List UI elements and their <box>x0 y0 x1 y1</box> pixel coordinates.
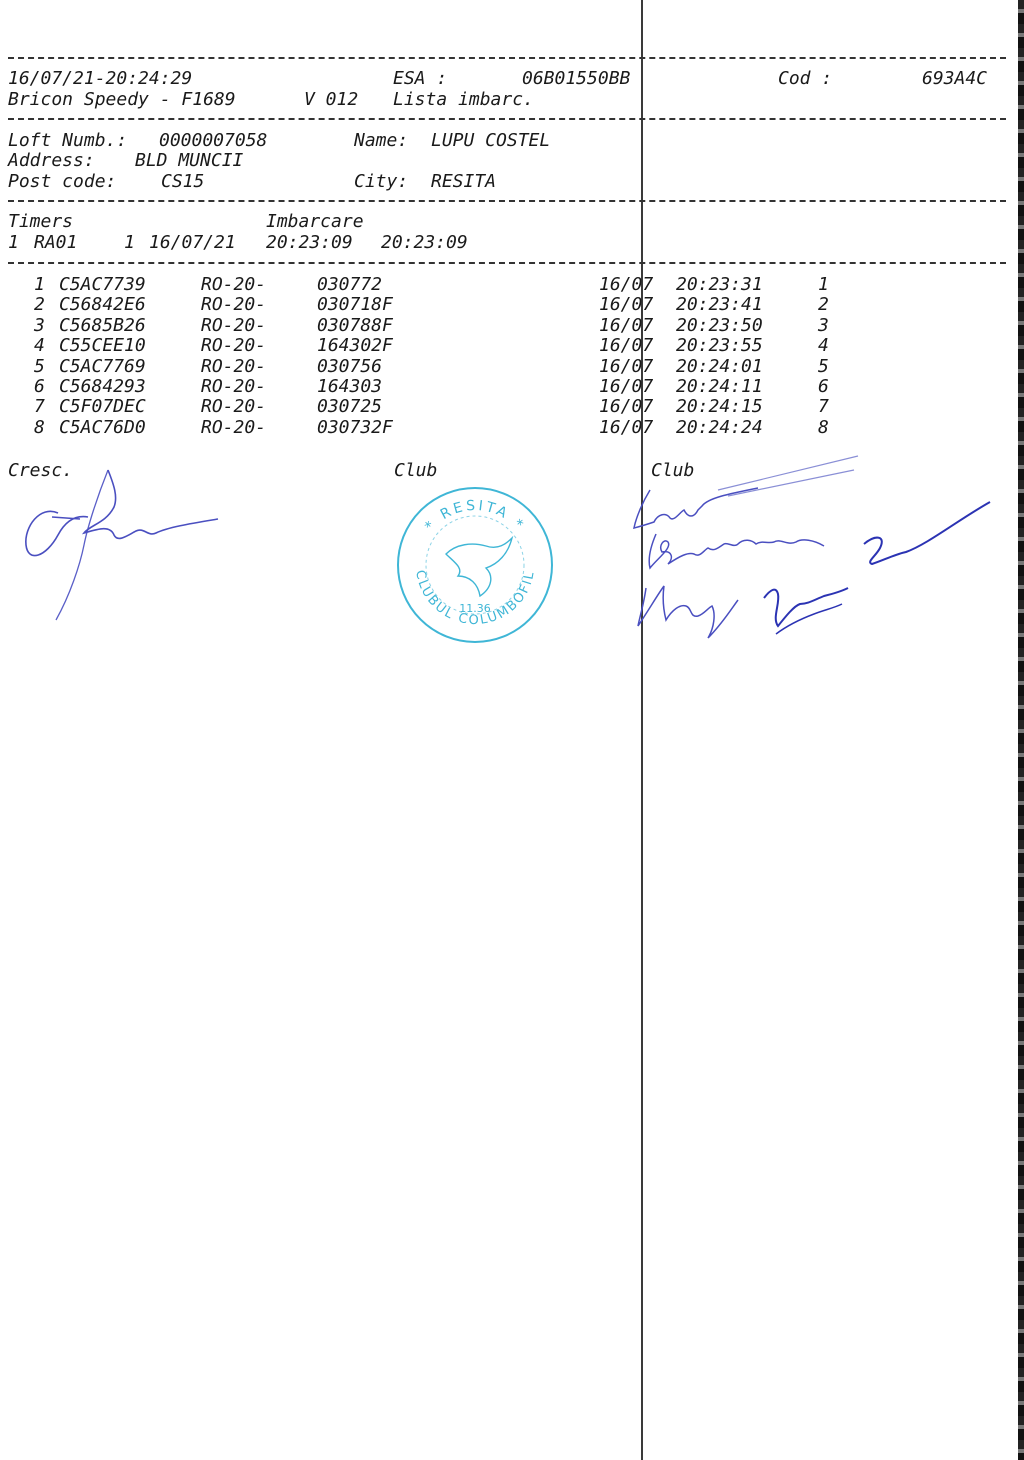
entry-row <box>0 356 1024 377</box>
club-stamp <box>394 484 556 646</box>
city-value: RESITA <box>431 171 497 192</box>
esa-label: ESA : <box>393 68 448 89</box>
city-label: City: <box>354 171 409 192</box>
entry-number: 3 <box>34 314 45 336</box>
entry-time: 20:23:50 <box>676 314 763 336</box>
entry-ring-number: 030725 <box>317 396 383 418</box>
entry-ring-number: 030772 <box>317 274 383 295</box>
entry-rank: 4 <box>818 335 829 357</box>
scan-edge <box>1018 0 1024 1460</box>
entry-chip-id: C5685B26 <box>59 314 146 336</box>
entry-rank: 5 <box>818 355 829 377</box>
entry-date: 16/07 <box>599 396 654 418</box>
entry-rank: 2 <box>818 294 829 316</box>
divider <box>8 57 1006 59</box>
entry-row <box>0 396 1024 417</box>
entry-row <box>0 376 1024 397</box>
divider <box>8 262 1006 264</box>
entry-chip-id: C5AC7739 <box>59 274 146 295</box>
stamp-text-bottom: CLUBUL COLUMBOFIL <box>412 568 538 629</box>
entry-country-code: RO-20- <box>201 274 267 295</box>
entry-row <box>0 335 1024 356</box>
entry-number: 7 <box>34 396 45 418</box>
device-version: V 012 <box>304 89 359 110</box>
entry-number: 5 <box>34 355 45 377</box>
loft-number: 0000007058 <box>159 130 268 151</box>
timer-id: 1 <box>8 232 19 253</box>
entry-date: 16/07 <box>599 335 654 357</box>
timer-date: 16/07/21 <box>149 232 236 253</box>
entry-country-code: RO-20- <box>201 314 267 336</box>
entry-chip-id: C56842E6 <box>59 294 146 316</box>
cod-value: 693A4C <box>922 68 988 89</box>
entry-chip-id: C5F07DEC <box>59 396 146 418</box>
entry-ring-number: 030788F <box>317 314 393 336</box>
entry-time: 20:23:41 <box>676 294 763 316</box>
imbarcare-header: Imbarcare <box>266 211 364 232</box>
entry-number: 8 <box>34 416 45 438</box>
timer-code: RA01 <box>34 232 78 253</box>
entry-row <box>0 315 1024 336</box>
fancier-name: LUPU COSTEL <box>431 130 551 151</box>
entry-date: 16/07 <box>599 314 654 336</box>
cresc-label: Cresc. <box>8 460 74 481</box>
entry-country-code: RO-20- <box>201 294 267 316</box>
entry-ring-number: 030718F <box>317 294 393 316</box>
entry-country-code: RO-20- <box>201 355 267 377</box>
entry-date: 16/07 <box>599 294 654 316</box>
address-value: BLD MUNCII <box>135 150 244 171</box>
divider <box>8 118 1006 120</box>
stamp-text-top: * RESITA * <box>422 497 528 535</box>
entry-time: 20:24:24 <box>676 416 763 438</box>
entry-ring-number: 030756 <box>317 355 383 377</box>
entry-chip-id: C55CEE10 <box>59 335 146 357</box>
timer-time-2: 20:23:09 <box>381 232 468 253</box>
entry-row <box>0 294 1024 315</box>
entry-rank: 3 <box>818 314 829 336</box>
entry-country-code: RO-20- <box>201 416 267 438</box>
name-label: Name: <box>354 130 409 151</box>
entry-date: 16/07 <box>599 274 654 295</box>
fancier-signature <box>18 465 228 625</box>
entry-date: 16/07 <box>599 416 654 438</box>
entry-time: 20:24:15 <box>676 396 763 418</box>
entry-ring-number: 164302F <box>317 335 393 357</box>
entry-time: 20:23:31 <box>676 274 763 295</box>
stamp-year: 11.36 <box>459 602 491 615</box>
entry-country-code: RO-20- <box>201 396 267 418</box>
entry-time: 20:23:55 <box>676 335 763 357</box>
entry-chip-id: C5AC76D0 <box>59 416 146 438</box>
entry-country-code: RO-20- <box>201 335 267 357</box>
timers-header: Timers <box>8 211 74 232</box>
entry-time: 20:24:11 <box>676 376 763 397</box>
entry-number: 4 <box>34 335 45 357</box>
entry-rank: 7 <box>818 396 829 418</box>
entry-number: 1 <box>34 274 45 295</box>
entry-rank: 1 <box>818 274 829 295</box>
entry-ring-number: 164303 <box>317 376 383 397</box>
entry-country-code: RO-20- <box>201 376 267 397</box>
club-label-center: Club <box>394 460 438 481</box>
entry-chip-id: C5684293 <box>59 376 146 397</box>
club-officials-signatures <box>628 448 998 648</box>
paper-fold-line <box>641 0 643 1460</box>
entry-time: 20:24:01 <box>676 355 763 377</box>
postcode-label: Post code: <box>8 171 117 192</box>
entry-chip-id: C5AC7769 <box>59 355 146 377</box>
timer-count: 1 <box>124 232 135 253</box>
entry-row <box>0 274 1024 295</box>
entry-rank: 8 <box>818 416 829 438</box>
timer-time-1: 20:23:09 <box>266 232 353 253</box>
club-label-right: Club <box>651 460 695 481</box>
postcode-value: CS15 <box>161 171 205 192</box>
divider <box>8 200 1006 202</box>
entry-number: 2 <box>34 294 45 316</box>
entry-ring-number: 030732F <box>317 416 393 438</box>
list-title: Lista imbarc. <box>393 89 534 110</box>
loft-label: Loft Numb.: <box>8 130 128 151</box>
cod-label: Cod : <box>778 68 833 89</box>
address-label: Address: <box>8 150 95 171</box>
esa-value: 06B01550BB <box>522 68 631 89</box>
entry-date: 16/07 <box>599 376 654 397</box>
entry-rank: 6 <box>818 376 829 397</box>
device-name: Bricon Speedy - F1689 <box>8 89 236 110</box>
entry-date: 16/07 <box>599 355 654 377</box>
print-datetime: 16/07/21-20:24:29 <box>8 68 193 89</box>
entry-number: 6 <box>34 376 45 397</box>
entry-row <box>0 417 1024 438</box>
